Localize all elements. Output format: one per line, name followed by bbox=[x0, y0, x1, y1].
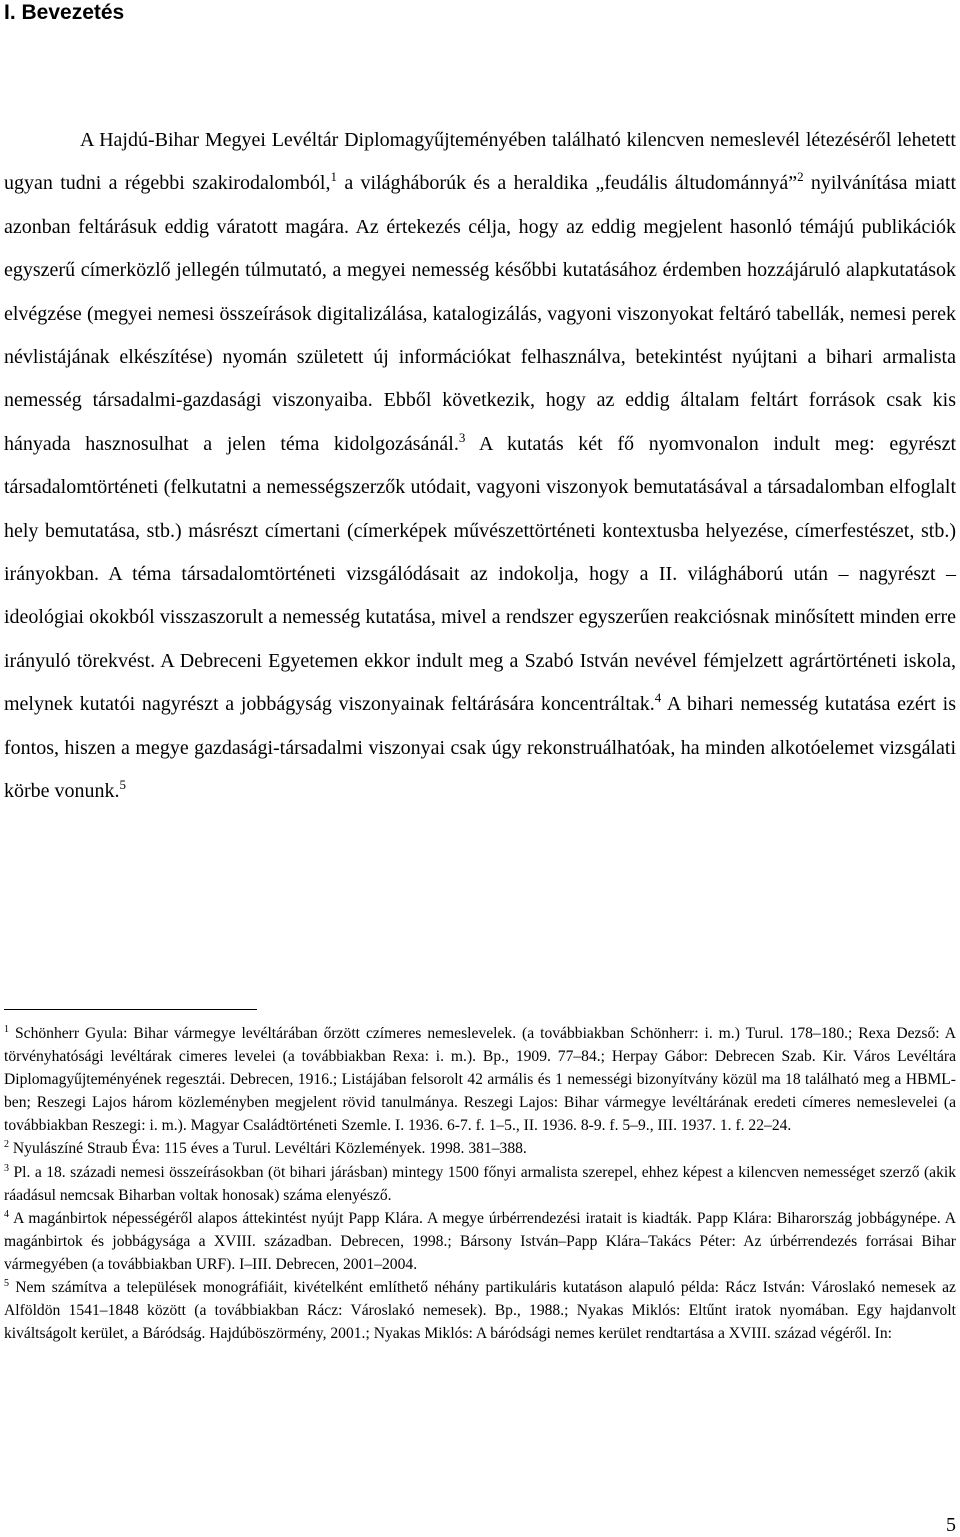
footnote bbox=[4, 1207, 956, 1276]
body-text-part: A Hajdú-Bihar Megyei Levéltár Diplomagyűjteményében található kilencven nemeslevél létezéséről lehetett ugyan tudni a régebbi szakirodalomból, bbox=[4, 129, 956, 195]
footnote-ref[interactable]: 5 bbox=[119, 777, 127, 793]
footnote-ref[interactable]: 4 bbox=[654, 690, 662, 706]
footnote-number: 5 bbox=[4, 1278, 9, 1290]
footnote bbox=[4, 1276, 956, 1345]
page-number: 5 bbox=[946, 1514, 956, 1536]
footnote-separator bbox=[4, 1009, 257, 1010]
body-text-part: A bihari nemesség kutatása ezért is fontos, hiszen a megye gazdasági-társadalmi viszonyai csak úgy rekonstruálhatóak, ha minden alkotóelemet vizsgálati körbe vonunk. bbox=[4, 693, 956, 803]
body-paragraph bbox=[4, 119, 956, 814]
footnote-number: 2 bbox=[4, 1139, 9, 1151]
footnote bbox=[4, 1022, 956, 1137]
body-text-part: nyilvánítása miatt azonban feltárásuk eddig váratott magára. Az értekezés célja, hogy az eddig megjelent hasonló témájú publikációk egyszerű címerközlő jellegén túlmutató, a megyei nemesség későbbi kutatásához érdemben hozzájáruló alapkutatások elvégzése (megyei nemesi összeírások digitalizálása, katalogizálás, vagyoni viszonyokat feltáró tabellák, nemesi perek névlistájának elkészítése) nyomán született új információkat felhasználva, betekintést nyújtani a bihari armalista nemesség társadalmi-gazdasági viszonyaiba. Ebből következik, hogy az eddig általam feltárt források csak kis hányada hasznosulhat a jelen téma kidolgozásánál. bbox=[4, 172, 956, 455]
footnote-ref[interactable]: 1 bbox=[330, 169, 337, 185]
footnote-text: Nyulászíné Straub Éva: 115 éves a Turul. Levéltári Közlemények. 1998. 381–388. bbox=[12, 1140, 527, 1158]
chapter-heading: I. Bevezetés bbox=[4, 1, 125, 24]
footnote bbox=[4, 1137, 956, 1160]
body-text-part: A kutatás két fő nyomvonalon indult meg: egyrészt társadalomtörténeti (felkutatni a nemességszerzők utódait, vagyoni viszonyok bemutatásával a társadalomban elfoglalt hely bemutatása, stb.) másrészt címertani (címerképek művészettörténeti kontextusba helyezése, címerfestészet, stb.) irányokban. A téma társadalomtörténeti vizsgálódásait az indokolja, hogy a II. világháború után – nagyrészt – ideológiai okokból visszaszorult a nemesség kutatása, mivel a rendszer egyszerűen reakciósnak minősített minden erre irányuló törekvést. A Debreceni Egyetemen ekkor indult meg a Szabó István nevével fémjelzett agrártörténeti iskola, melynek kutatói nagyrészt a jobbágyság viszonyainak feltárására koncentráltak. bbox=[4, 432, 957, 716]
footnote-ref[interactable]: 2 bbox=[797, 169, 804, 185]
footnote-ref[interactable]: 3 bbox=[458, 429, 466, 445]
footnote-text: Pl. a 18. századi nemesi összeírásokban (öt bihari járásban) mintegy 1500 főnyi armalista szerepel, ehhez képest a kilencven nemességet szerző (akik ráadásul nemcsak Biharban voltak honosak) száma elenyésző. bbox=[4, 1163, 956, 1204]
footnote-text: Nem számítva a települések monográfiáit, kivételként említhető néhány partikuláris kutatáson alapuló példa: Rácz István: Városlakó nemesek az Alföldön 1541–1848 között (a továbbiakban Rácz: Városlakó nemesek). Bp., 1988.; Nyakas Miklós: Eltűnt iratok nyomában. Egy hajdanvolt kiváltságolt kerület, a Báródság. Hajdúböszörmény, 2001.; Nyakas Miklós: A báródsági nemes kerület rendtartása a XVIII. század végéről. In: bbox=[4, 1279, 956, 1343]
footnote-number: 1 bbox=[4, 1024, 9, 1035]
footnote-number: 4 bbox=[4, 1208, 9, 1220]
footnotes bbox=[4, 1022, 956, 1345]
footnote bbox=[4, 1161, 956, 1207]
footnote-text: A magánbirtok népességéről alapos áttekintést nyújt Papp Klára. A megye úrbérrendezési iratait is kiadták. Papp Klára: Biharország jobbágynépe. A magánbirtok és jobbágysága a XVIII. században. Debrecen, 1998.; Bársony István–Papp Klára–Takács Péter: Az úrbérrendezés forrásai Bihar vármegyében (a továbbiakban URF). I–III. Debrecen, 2001–2004. bbox=[4, 1209, 956, 1273]
footnote-number: 3 bbox=[4, 1162, 9, 1174]
footnote-text: Schönherr Gyula: Bihar vármegye levéltárában őrzött czímeres nemeslevelek. (a továbbiakban Schönherr: i. m.) Turul. 178–180.; Rexa Dezső: A törvényhatósági levéltárak cimeres levelei (a továbbiakban Rexa: i. m.). Bp., 1909. 77–84.; Herpay Gábor: Debrecen Szab. Kir. Város Levéltára Diplomagyűjteményének regesztái. Debrecen, 1916.; Listájában felsorolt 42 armális és 1 nemességi bizonyítvány közül ma 18 található meg a HBML-ben; Reszegi Lajos három közleményben megjelent rövid tanulmánya. Reszegi Lajos: Bihar vármegye levéltárának eredeti címeres nemeslevelei (a továbbiakban Reszegi: i. m.). Magyar Családtörténeti Szemle. I. 1936. 6-7. f. 1–5., II. 1936. 8-9. f. 5–9., III. 1937. 1. f. 22–24. bbox=[4, 1025, 956, 1135]
body-text-part: a világháborúk és a heraldika „feudális áltudománnyá” bbox=[337, 172, 798, 195]
